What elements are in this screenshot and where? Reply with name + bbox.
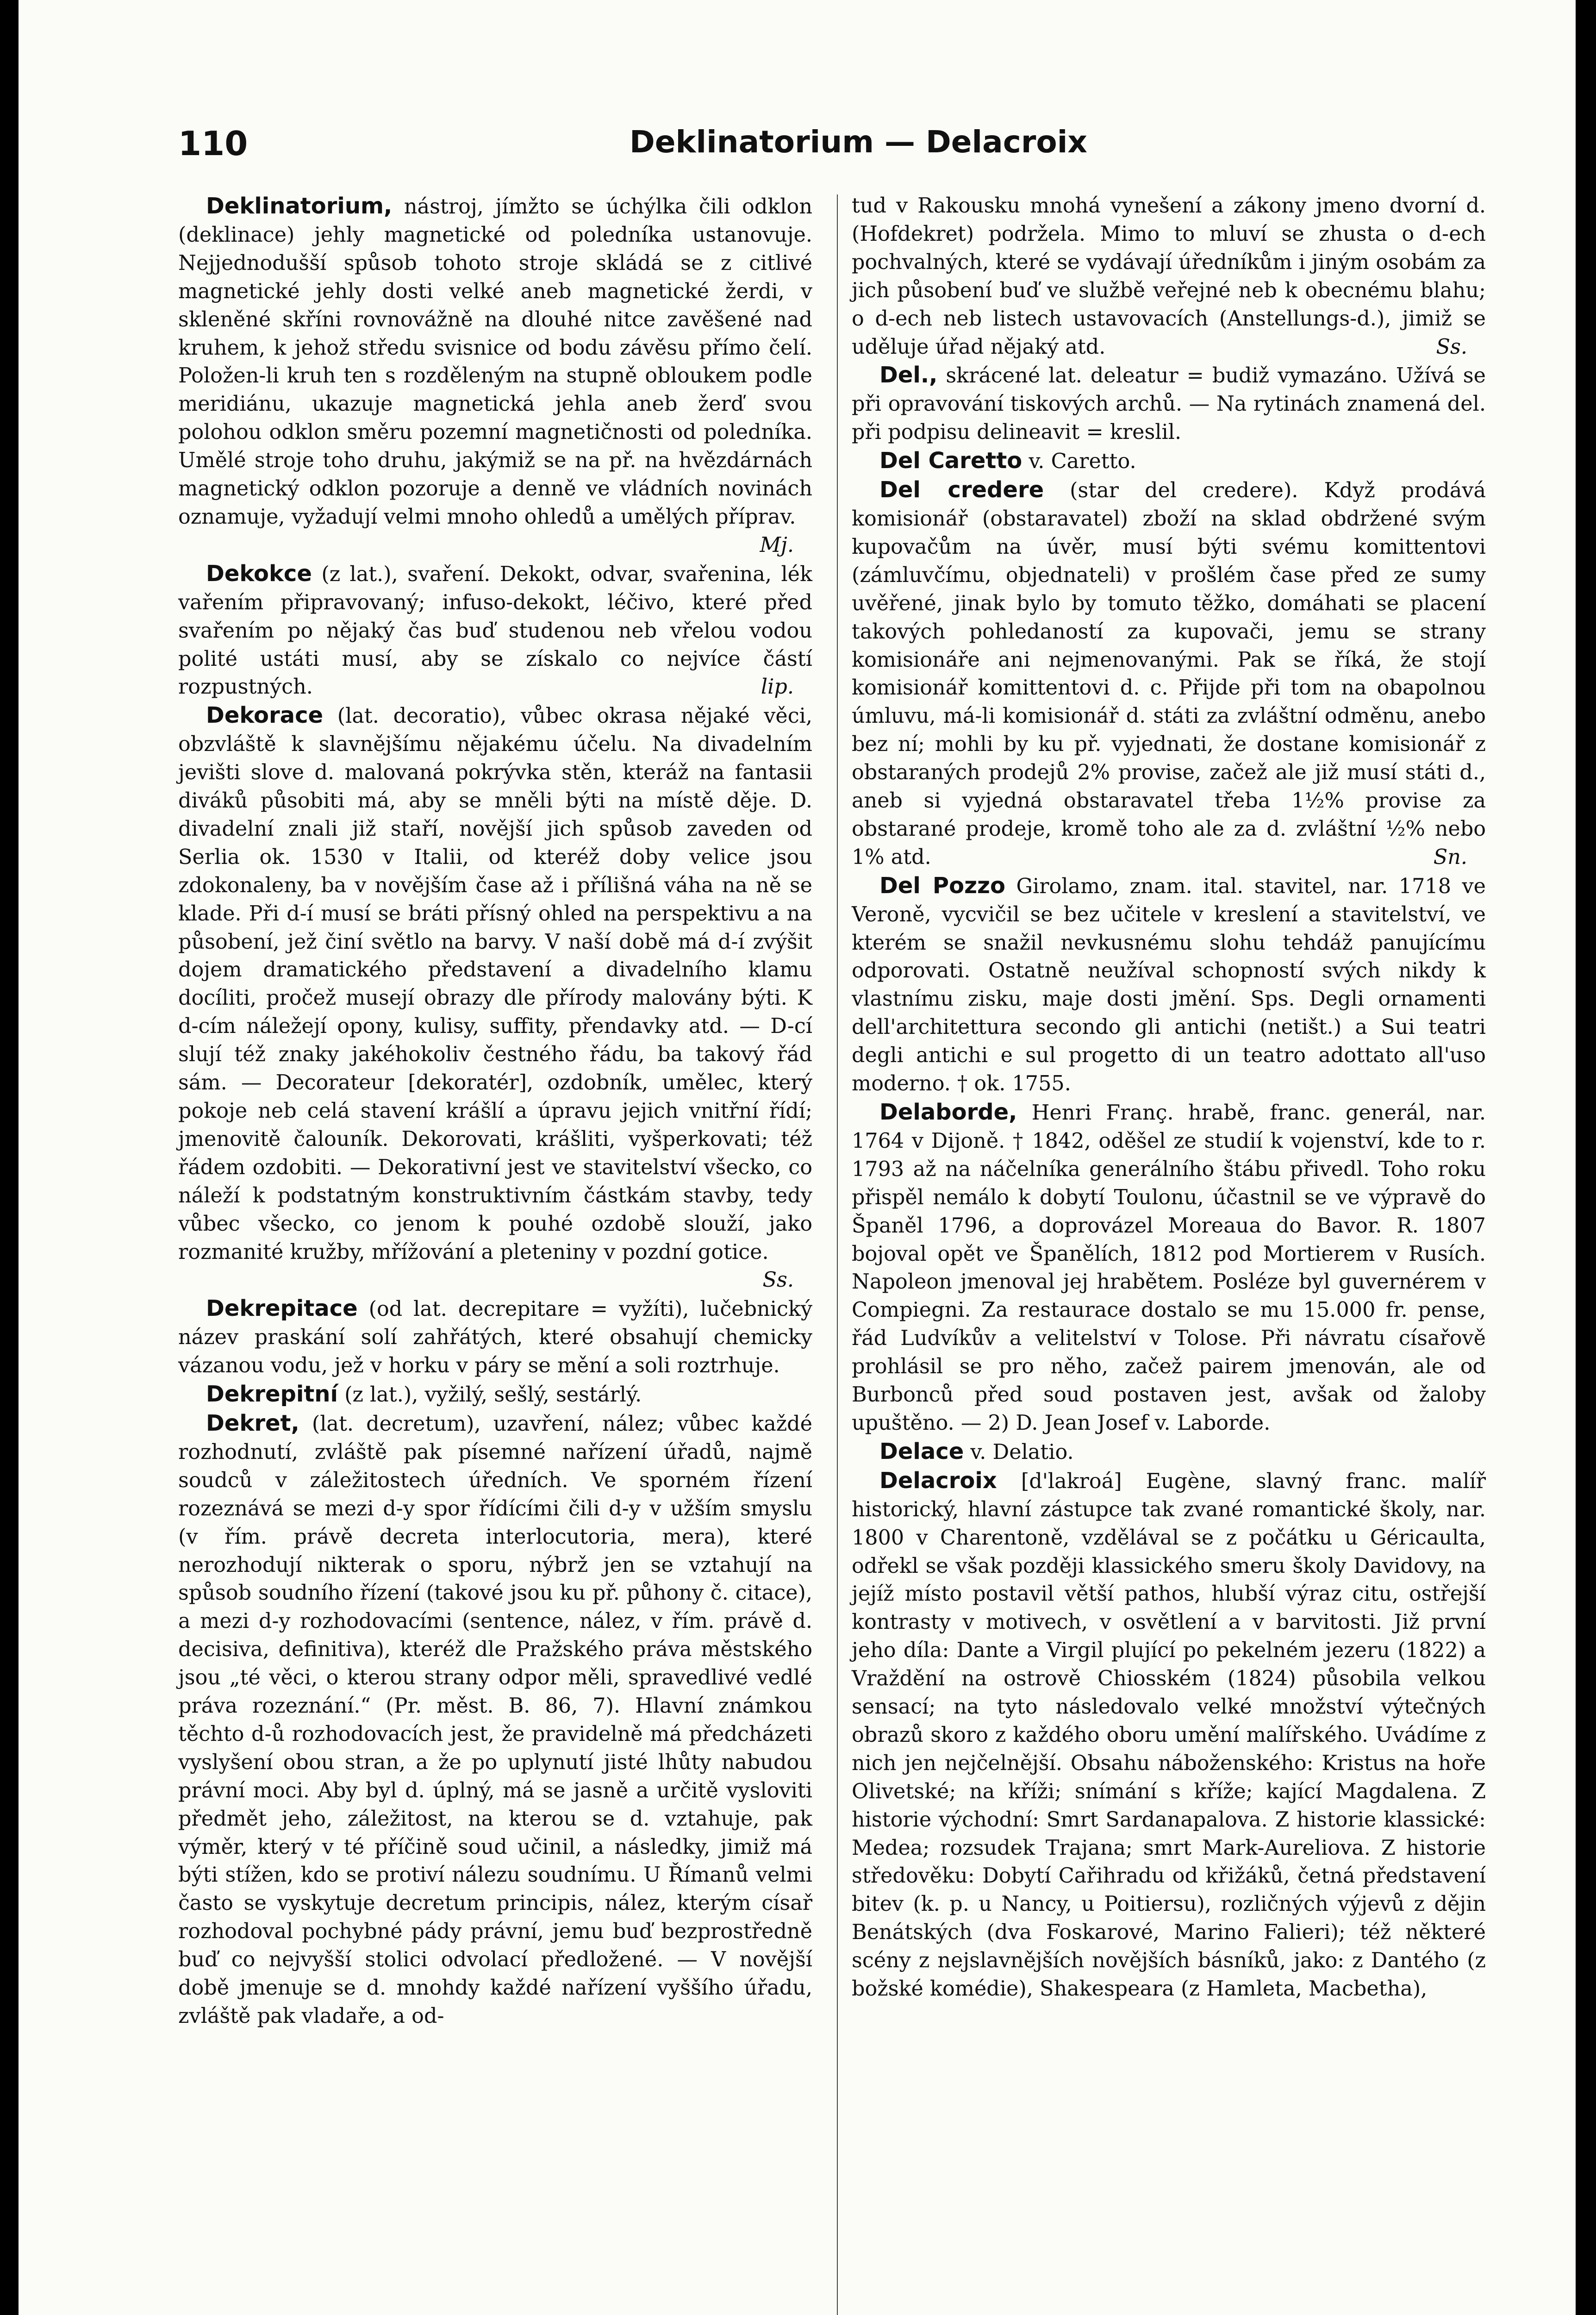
entry-del-credere: [852, 476, 1486, 872]
entry-text: v. Delatio.: [970, 1440, 1074, 1464]
entry-text: [d'lakroá] Eugène, slavný franc. malíř historický, hlavní zástupce tak zvané romantické školy, nar. 1800 v Charentoně, vzdělával se z počátku u Géricaulta, odřekl se však později klassického smeru školy Davidovy, na jejíž místo postavil větší pathos, hlubší výraz citu, ostřejší kontrasty v motivech, v osvětlení a v barvitosti. Již první jeho díla: Dante a Virgil plující po pekelném jezeru (1822) a Vraždění na ostrově Chiosském (1824) působila velkou sensací; na tyto následovalo velké množství výtečných obrazů skoro z každého oboru umění malířského. Uvádíme z nich jen nejčelnější. Obsahu náboženského: Kristus na hoře Olivetské; na kříži; snímání s kříže; kající Magdalena. Z historie východní: Smrt Sardanapalova. Z historie klassické: Medea; rozsudek Trajana; smrt Mark-Aureliova. Z historie středověku: Dobytí Cařihradu od křižáků, četná představení bitev (k. p. u Nancy, u Poitiersu), rozličných výjevů z dějin Benátských (dva Foskarové, Marino Falieri); též některé scény z nejslavnějších novějších básníků, jako: z Dantého (z božské komédie), Shakespeara (z Hamleta, Macbetha),: [852, 1469, 1486, 2001]
entry-del-pozzo: [852, 872, 1486, 1098]
entry-text: (z lat.), svaření. Dekokt, odvar, svařenina, lék vařením připravovaný; infuso-dekokt, léčivo, které před svařením po nějaký čas buď studenou neb vřelou vodou polité ustáti musí, aby se získalo co nejvíce částí rozpustných.: [178, 562, 812, 699]
column-divider: [837, 194, 838, 2315]
entry-text: nástroj, jímžto se úchýlka čili odklon (deklinace) jehly magnetické od poledníka ustanovuje. Nejjednodušší spůsob tohoto stroje skládá se z citlivé magnetické jehly dosti velké aneb magnetické žerdi, v skleněné skříni rovnovážně na dlouhé nitce zavěšené nad kruhem, k jehož středu svisnice od bodu závěsu přímo čelí. Položen-li kruh ten s rozděleným na stupně obloukem podle meridiánu, ukazuje magnetická jehla aneb žerď svou polohou odklon směru pozemní magnetičnosti od poledníka. Umělé stroje toho druhu, jakýmiž se na př. na hvězdárnách magnetický odklon pozoruje a denně ve vládních novinách oznamuje, vyžadují velmi mnoho ohledů a umělých příprav.: [178, 195, 812, 529]
headword: Del credere: [879, 477, 1044, 503]
left-column: [178, 192, 812, 2031]
author-signature: Ss.: [762, 1268, 794, 1292]
headword: Delaborde,: [879, 1099, 1017, 1125]
entry-text: (od lat. decrepitare = vyžíti), lučebnický název praskání solí zahřátých, které obsahují chemicky vázanou vodu, jež v horku v páry se mění a soli roztrhuje.: [178, 1297, 812, 1378]
entry-dekret: [178, 1409, 812, 2031]
entry-text: tud v Rakousku mnohá vynešení a zákony jmeno dvorní d. (Hofdekret) podržela. Mimo to mluví se zhusta o d-ech pochvalných, které se vydávají úředníkům i jiným osobám za jich působení buď ve službě veřejné neb k obecnému blahu; o d-ech neb listech ustavovacích (Anstellungs-d.), jimiž se uděluje úřad nějaký atd.: [852, 194, 1486, 359]
headword: Dekrepitace: [206, 1295, 358, 1322]
entry-deklinatorium: [178, 192, 812, 560]
headword: Dekokce: [206, 560, 312, 587]
entry-dekokce: [178, 560, 812, 702]
entry-text: v. Caretto.: [1029, 450, 1136, 474]
headword: Dekret,: [206, 1410, 299, 1436]
headword: Delace: [879, 1438, 964, 1464]
entry-text: Girolamo, znam. ital. stavitel, nar. 1718 ve Veroně, vycvičil se bez učitele v kreslení a stavitelství, ve kterém se snažil nevkusnému slohu tehdáž panujícímu odporovati. Ostatně neužíval schopností svých nikdy k vlastnímu zisku, maje dosti jmění. Sps. Degli ornamenti dell'architettura secondo gli antichi (netišt.) a Sui teatri degli antichi e sul progetto di un teatro adottato all'uso moderno. † ok. 1755.: [852, 874, 1486, 1096]
entry-text: (lat. decoratio), vůbec okrasa nějaké věci, obzvláště k slavnějšímu nějakému účelu. Na divadelním jevišti slove d. malovaná pokrývka stěn, kteráž na fantasii diváků působiti má, aby se mněli býti na místě děje. D. divadelní znali již staří, novější jich spůsob zaveden od Serlia ok. 1530 v Italii, od kteréž doby velice jsou zdokonaleny, ba v novějším čase až i přílišná váha na ně se klade. Při d-í musí se bráti přísný ohled na perspektivu a na působení, jež činí světlo na barvy. V naší době má d-í zvýšit dojem dramatického představení a divadelního klamu docíliti, pročež musejí obrazy dle přírody malovány býti. K d-cím náležejí opony, kulisy, suffity, přendavky atd. — D-cí slují též znaky jakéhokoliv čestného řádu, ba takový řád sám. — Decorateur [dekoratér], ozdobník, umělec, který pokoje neb celá stavení krášlí a úpravu jejich vnitřní řídí; jmenovitě čalouník. Dekorovati, krášliti, vyšperkovati; též řádem ozdobiti. — Dekorativní jest ve stavitelství všecko, co náleží k podstatným konstruktivním částkám stavby, tedy vůbec všecko, co jenom k pouhé ozdobě slouží, jako rozmanité kružby, mřížování a pleteniny v pozdní gotice.: [178, 704, 812, 1264]
headword: Del Caretto: [879, 448, 1022, 474]
author-signature: Mj.: [760, 533, 794, 557]
entry-text: (z lat.), vyžilý, sešlý, sestárlý.: [344, 1383, 642, 1407]
headword: Dekorace: [206, 702, 324, 729]
author-signature: lip.: [761, 675, 794, 699]
entry-del: [852, 361, 1486, 447]
entry-text: skrácené lat. deleatur = budiž vymazáno. Užívá se při opravování tiskových archů. — Na rytinách znamená del. při podpisu delineavit = kreslil.: [852, 364, 1486, 444]
entry-text: Henri Franç. hrabě, franc. generál, nar. 1764 v Dijoně. † 1842, oděšel ze studií k vojenství, kde to r. 1793 až na náčelníka generálního štábu přivedl. Toho roku přispěl nemálo k dobytí Toulonu, účastnil se ve výpravě do Španěl 1796, a doprovázel Moreaua do Bavor. R. 1807 bojoval opět ve Španělích, 1812 pod Mortierem v Rusích. Napoleon jmenoval jej hrabětem. Posléze byl guvernérem v Compiegni. Za restaurace dostalo se mu 15.000 fr. pense, řád Ludvíkův a velitelství v Tolose. Při návratu císařově prohlásil se pro něho, začež pairem jmenován, ale od Burbonců před soud postaven jest, avšak od žaloby upuštěno. — 2) D. Jean Josef v. Laborde.: [852, 1101, 1486, 1435]
entry-delace: [852, 1438, 1486, 1467]
scan-edge-left: [0, 0, 19, 2315]
entry-text: (star del credere). Když prodává komisionář (obstaravatel) zboží na sklad obdržené svým kupovačům na úvěr, musí býti svému komittentovi (zámluvčímu, objednateli) v prošlém čase před ze sumy uvěřené, jinak bylo by tomuto těžko, domáhati se placení takových pohledaností za kupovači, jemu se strany komisionáře ani nejmenovanými. Pak se říká, že stojí komisionář komittentovi d. c. Přijde při tom na obapolnou úmluvu, má-li komisionář d. státi za zvláštní odměnu, anebo bez ní; mohli by ku př. vyjednati, že dostane komisionář z obstaraných prodejů 2% provise, začež ale již musí státi d., aneb si vyjedná obstaravatel třeba 1½% provise za obstarané prodeje, kromě toho ale za d. zvláštní ½% nebo 1% atd.: [852, 479, 1486, 869]
headword: Delacroix: [879, 1467, 997, 1494]
scan-edge-right: [1576, 0, 1596, 2315]
entry-dekret-continued: [852, 192, 1486, 361]
headword: Del Pozzo: [879, 872, 1005, 899]
author-signature: Ss.: [1436, 335, 1467, 359]
entry-delaborde: [852, 1098, 1486, 1438]
entry-dekrepitni: [178, 1380, 812, 1409]
right-column: [852, 192, 1486, 2003]
page-number: 110: [178, 124, 248, 163]
headword: Deklinatorium,: [206, 193, 393, 219]
entry-delacroix: [852, 1467, 1486, 2003]
author-signature: Sn.: [1433, 845, 1467, 869]
headword: Del.,: [879, 362, 938, 388]
entry-dekorace: [178, 701, 812, 1295]
entry-dekrepitace: [178, 1295, 812, 1380]
running-head: Deklinatorium — Delacroix: [630, 124, 1087, 160]
page-header: [0, 124, 1596, 166]
headword: Dekrepitní: [206, 1381, 338, 1408]
entry-text: (lat. decretum), uzavření, nález; vůbec každé rozhodnutí, zvláště pak písemné nařízení úřadů, najmě soudců v záležitostech úředních. Ve sporném řízení rozeznává se mezi d-y spor řídícími čili d-y v užším smyslu (v řím. právě decreta interlocutoria, mera), které nerozhodují nikterak o sporu, nýbrž jen se vztahují na spůsob soudního řízení (takové jsou ku př. půhony č. citace), a mezi d-y rozhodovacími (sentence, nález, v řím. právě d. decisiva, definitiva), kteréž dle Pražského práva městského jsou „té věci, o kterou strany odpor měli, spravedlivé vedlé práva rozeznání.“ (Pr. měst. B. 86, 7). Hlavní známkou těchto d-ů rozhodovacích jest, že pravidelně má předcházeti vyslyšení obou stran, a že po uplynutí jisté lhůty nabudou právní moci. Aby byl d. úplný, má se jasně a určitě vysloviti předmět jeho, záležitost, na kterou se d. vztahuje, pak výměr, který v té příčině soud učinil, a následky, jimiž má býti stížen, kdo se protiví nálezu soudnímu. U Římanů velmi často se vyskytuje decretum principis, nález, kterým císař rozhodoval pochybné pády právní, jemu buď bezprostředně buď co nejvyšší stolici odvolací předložené. — V novější době jmenuje se d. mnohdy každé nařízení vyššího úřadu, zvláště pak vladaře, a od-: [178, 1412, 812, 2028]
entry-del-caretto: [852, 447, 1486, 476]
